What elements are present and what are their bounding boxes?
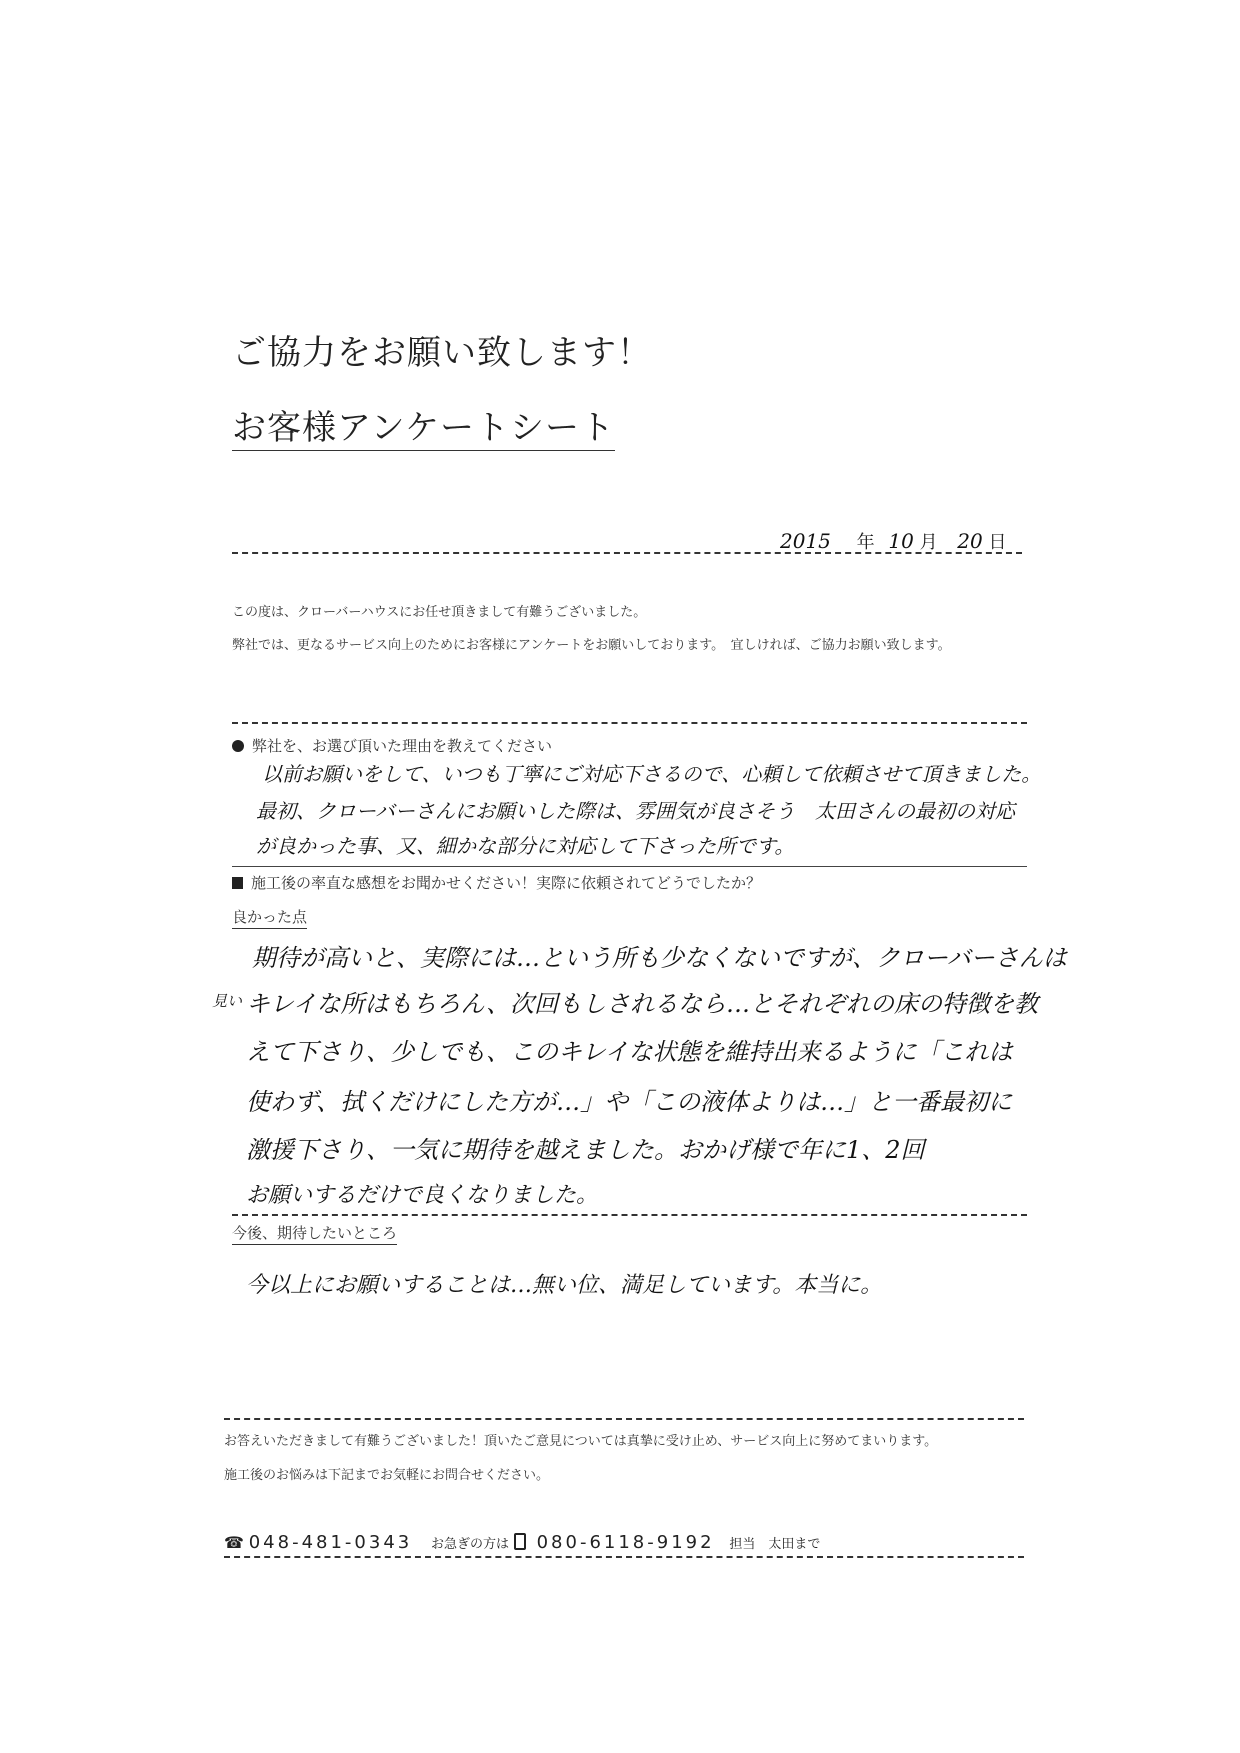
good-answer-line-3: えて下さり、少しでも、このキレイな状態を維持出来るように「これは	[246, 1038, 1013, 1066]
form-request-heading: ご協力をお願い致します！	[232, 333, 652, 373]
good-answer-line-5: 激援下さり、一気に期待を越えました。おかげ様で年に1、2回	[246, 1136, 925, 1164]
phone-number: 048-481-0343	[248, 1532, 413, 1553]
contact-underline	[224, 1556, 1024, 1558]
mobile-number: 080-6118-9192	[536, 1532, 715, 1553]
footer-contact-note: 施工後のお悩みは下記までお気軽にお問合せください。	[224, 1468, 550, 1483]
future-label: 今後、期待したいところ	[232, 1222, 397, 1245]
footer-divider	[224, 1418, 1024, 1420]
q1-question	[232, 735, 552, 756]
form-title: お客様アンケートシート	[232, 400, 615, 451]
staff-contact: 担当 太田まで	[729, 1537, 821, 1552]
margin-note: 見い	[212, 992, 243, 1010]
contact-row	[224, 1532, 820, 1553]
q2-question-text: 施工後の率直な感想をお聞かせください！実際に依頼されてどうでしたか？	[251, 874, 762, 892]
date-year-unit: 年	[856, 532, 875, 553]
bullet-icon	[232, 740, 244, 752]
date-month-unit: 月	[919, 532, 938, 553]
good-answer-line-4: 使わず、拭くだけにした方が…」や「この液体よりは…」と一番最初に	[246, 1088, 1013, 1116]
q1-answer-line-1: 以前お願いをして、いつも丁寧にご対応下さるので、心頼して依頼させて頂きました。	[262, 762, 1042, 786]
date-day-unit: 日	[988, 532, 1007, 553]
date-underline	[232, 552, 1022, 554]
date-month: 10	[888, 529, 914, 553]
intro-request: 弊社では、更なるサービス向上のためにお客様にアンケートをお願いしております。 宜しければ、ご協力お願い致します。	[232, 638, 951, 653]
q1-answer-line-2: 最初、クローバーさんにお願いした際は、雰囲気が良さそう 太田さんの最初の対応	[256, 799, 1015, 823]
mobile-phone-icon	[514, 1533, 526, 1550]
date-field	[780, 528, 1006, 554]
future-answer-line-1: 今以上にお願いすることは…無い位、満足しています。本当に。	[246, 1273, 883, 1298]
urgent-label: お急ぎの方は	[431, 1537, 510, 1552]
date-year: 2015	[780, 529, 831, 553]
good-answer-line-6: お願いするだけで良くなりました。	[246, 1183, 599, 1208]
intro-thanks: この度は、クローバーハウスにお任せ頂きまして有難うございました。	[232, 605, 647, 620]
q1-answer-line-3: が良かった事、又、細かな部分に対応して下さった所です。	[256, 834, 795, 858]
telephone-icon: ☎	[224, 1533, 244, 1552]
q1-top-divider	[232, 722, 1027, 724]
good-answer-line-1: 期待が高いと、実際には…という所も少なくないですが、クローバーさんは	[252, 944, 1067, 972]
q2-question	[232, 872, 761, 893]
square-bullet-icon	[232, 877, 243, 889]
future-divider	[232, 1214, 1027, 1216]
q2-top-divider	[232, 866, 1027, 867]
footer-thanks: お答えいただきまして有難うございました！頂いたご意見については真摯に受け止め、サービス向上に努めてまいります。	[224, 1434, 938, 1449]
date-day: 20	[957, 529, 983, 553]
good-answer-line-2: キレイな所はもちろん、次回もしされるなら…とそれぞれの床の特徴を教	[246, 990, 1038, 1018]
good-points-label: 良かった点	[232, 906, 307, 929]
q1-question-text: 弊社を、お選び頂いた理由を教えてください	[252, 737, 553, 755]
